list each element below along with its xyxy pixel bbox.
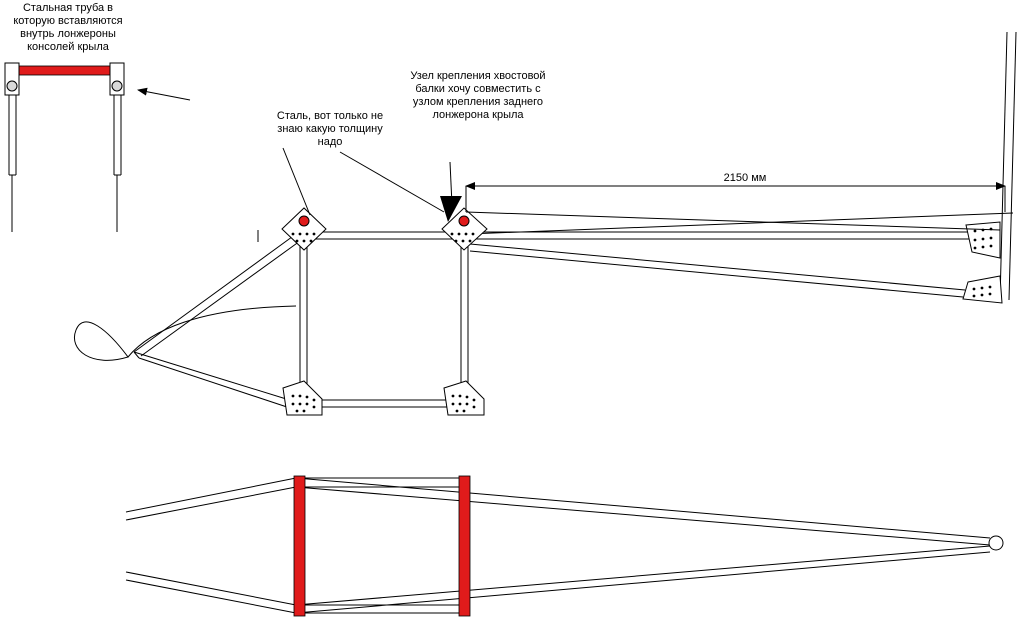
cockpit-top-curve xyxy=(128,306,296,357)
topview-rear-spar-tube xyxy=(459,476,470,616)
tailboom-lower-member-a xyxy=(470,244,965,290)
front-lower-node-gusset xyxy=(283,381,322,415)
topview-lower-edge-a xyxy=(126,580,296,613)
rear-spar-pin xyxy=(459,216,469,226)
topview-front-spar-tube xyxy=(294,476,305,616)
tailboom-lower-member-b xyxy=(470,251,963,297)
topview-upper-edge-a xyxy=(126,478,296,512)
topview-taper-lower-a xyxy=(296,552,990,613)
nose-fairing-outline xyxy=(74,322,128,360)
nose-lower-diagonal-b xyxy=(139,358,293,409)
front-upper-node-gusset xyxy=(282,208,326,250)
steel-tube-member xyxy=(6,66,124,75)
front-spar-pin xyxy=(299,216,309,226)
leader-thickness-to-node xyxy=(340,152,444,212)
fuselage-top-view xyxy=(126,476,1003,616)
topview-tail-end-fitting xyxy=(989,536,1003,550)
leader-steel-tube xyxy=(138,90,190,100)
dimension-label-2150: 2150 мм xyxy=(723,172,767,184)
annotation-tail-boom-node: Узел крепления хвостовой балки хочу совместить с узлом крепления заднего лонжерона крыла xyxy=(410,70,546,121)
annotation-steel-thickness: Сталь, вот только не знаю какую толщину надо xyxy=(276,110,384,148)
topview-taper-upper-b xyxy=(296,487,990,545)
left-fitting-bolt xyxy=(7,81,17,91)
front-spar-detail-view xyxy=(5,63,124,232)
nose-upper-diagonal-a xyxy=(134,234,296,352)
nose-upper-diagonal-b xyxy=(141,241,300,356)
tail-gusset-lower xyxy=(963,276,1002,303)
tailboom-upper-member xyxy=(468,213,1013,234)
tail-fin-post-left xyxy=(1000,32,1007,300)
topview-lower-edge-b xyxy=(126,572,296,605)
right-fitting-bolt xyxy=(112,81,122,91)
nose-lower-diagonal-a xyxy=(134,352,296,402)
topview-taper-lower-b xyxy=(296,546,990,605)
leader-steel-thickness xyxy=(283,148,310,215)
tail-fin-post-right xyxy=(1009,32,1016,300)
dimension-witness-diagonal xyxy=(466,212,1000,230)
topview-upper-edge-b xyxy=(126,487,296,520)
annotation-steel-tube: Стальная труба в которую вставляются внутрь лонжероны консолей крыла xyxy=(13,2,123,53)
